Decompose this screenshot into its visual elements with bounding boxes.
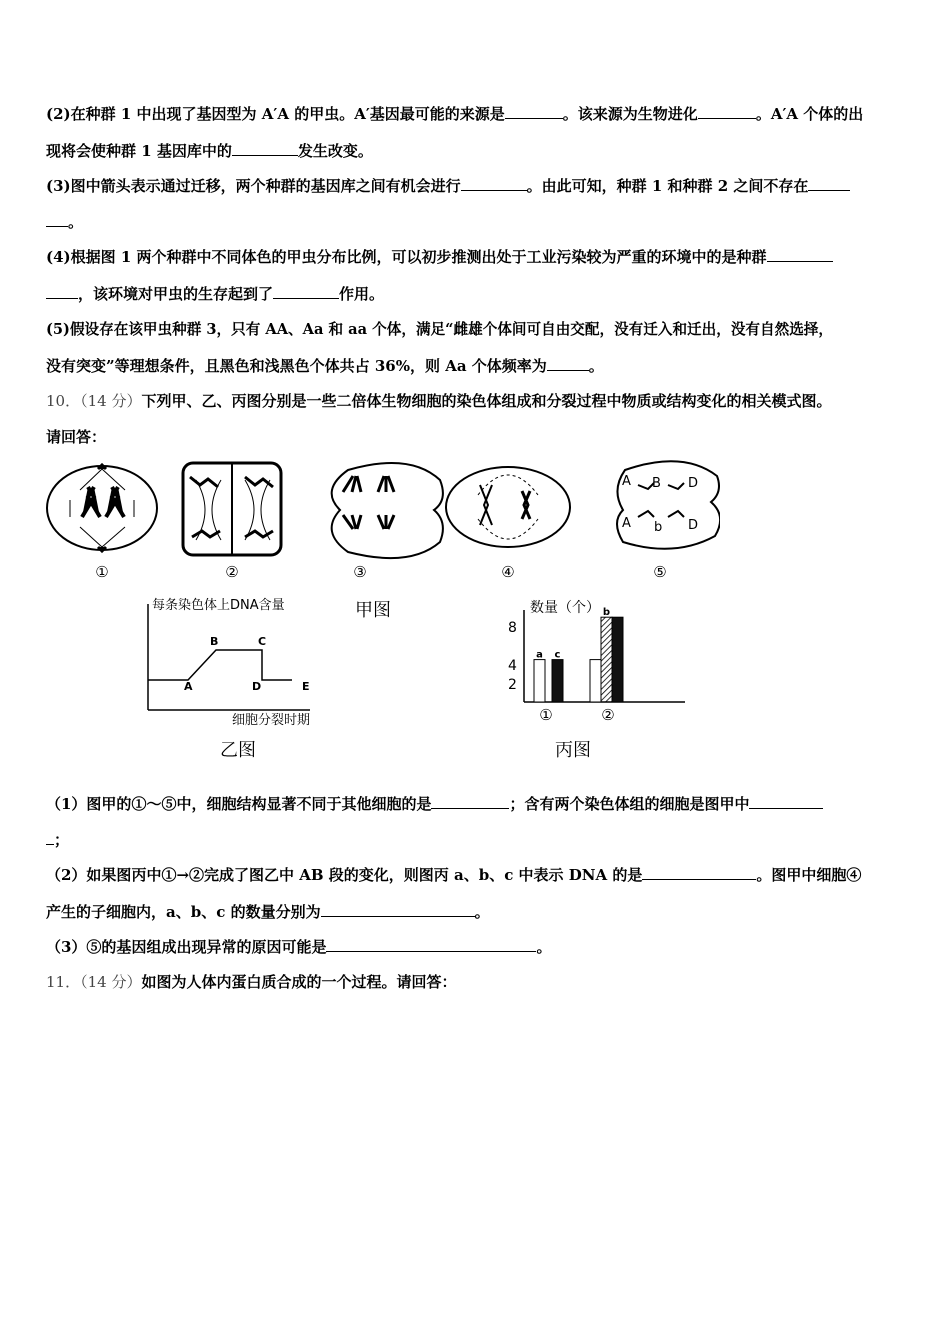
bar-c-group2 [612, 617, 623, 702]
cell-number-label: ② [225, 563, 239, 581]
figure-jia-caption [355, 596, 435, 626]
answer-blank[interactable] [46, 832, 54, 845]
q9-part4-line1: (4)根据图 1 两个种群中不同体色的甲虫分布比例，可以初步推测出处于工业污染较为严重的环境中的是种群 [46, 246, 833, 267]
question-number: 10． [46, 392, 81, 410]
q10-sub2-line1: （2）如果图丙中①→②完成了图乙中 AB 段的变化，则图丙 a、b、c 中表示 DNA 的是 。图甲中细胞④ [46, 866, 862, 884]
tick-label: 4 [508, 658, 517, 674]
q9-part2-line2: 现将会使种群 1 基因库中的 发生改变。 [46, 142, 373, 160]
bar-c-group1 [552, 660, 563, 702]
q10-prompt: 请回答： [46, 428, 107, 446]
cell-2-diagram [183, 463, 281, 555]
point-label-E: E [302, 680, 310, 693]
question-score: （14 分） [80, 973, 142, 991]
chart-bing [500, 592, 700, 767]
q9-part4-line2: ，该环境对甲虫的生存起到了 作用。 [46, 283, 384, 304]
cell-number-label: ⑤ [653, 563, 667, 581]
answer-blank[interactable] [46, 214, 68, 227]
q10-stem: 10．（14 分）下列甲、乙、丙图分别是一些二倍体生物细胞的染色体组成和分裂过程中物质或结构变化的相关模式图。 [46, 392, 832, 410]
bar-b-group2 [601, 617, 612, 702]
y-axis-label: 每条染色体上DNA含量 [152, 598, 285, 613]
answer-blank[interactable] [698, 106, 756, 119]
cell-number-label: ① [95, 563, 109, 581]
chart-yi [140, 592, 340, 767]
answer-blank[interactable] [321, 904, 475, 917]
figure-label-bing: 丙图 [555, 740, 591, 761]
answer-blank[interactable] [232, 143, 298, 156]
x-axis-label: 细胞分裂时期 [232, 713, 311, 728]
bar-label-c: c [554, 649, 561, 661]
q10-sub1-line2: ； [46, 829, 69, 850]
answer-blank[interactable] [808, 178, 850, 191]
tick-label: 8 [508, 620, 517, 636]
point-label-B: B [210, 635, 219, 648]
gene-label: B [652, 476, 661, 491]
answer-blank[interactable] [547, 358, 589, 371]
tick-label: 2 [508, 677, 517, 693]
q11-stem: 11．（14 分）如图为人体内蛋白质合成的一个过程。请回答： [46, 973, 457, 991]
q10-sub1-line1: （1）图甲的①～⑤中，细胞结构显著不同于其他细胞的是 ；含有两个染色体组的细胞是图甲中 [46, 793, 823, 814]
bar-a-group1 [534, 660, 545, 702]
figure-jia-cells [40, 455, 720, 585]
q10-sub3: （3）⑤的基因组成出现异常的原因可能是 。 [46, 938, 552, 956]
figure-label-jia: 甲图 [355, 600, 391, 621]
answer-blank[interactable] [431, 796, 509, 809]
q9-part2-line1: (2)在种群 1 中出现了基因型为 A′A 的甲虫。A′基因最可能的来源是 。该来源为生物进化 。A′A 个体的出 [46, 105, 864, 123]
category-label: ① [539, 706, 553, 724]
cell-1-diagram [47, 465, 157, 551]
q10-sub2-line2: 产生的子细胞内，a、b、c 的数量分别为 。 [46, 903, 490, 921]
cell-3-diagram [332, 463, 443, 558]
q9-part3-line1: (3)图中箭头表示通过迁移，两个种群的基因库之间有机会进行 。由此可知，种群 1 和种群 2 之间不存在 [46, 175, 850, 196]
q9-part5-line2: 没有突变”等理想条件，且黑色和浅黑色个体共占 36%，则 Aa 个体频率为 。 [46, 357, 604, 375]
answer-blank[interactable] [505, 106, 563, 119]
y-axis-label: 数量（个） [530, 600, 600, 616]
answer-blank[interactable] [749, 796, 823, 809]
category-label: ② [601, 706, 615, 724]
gene-label: D [688, 476, 699, 491]
bar-a-group2 [590, 660, 601, 702]
data-line [148, 650, 292, 680]
gene-label: A [622, 474, 631, 489]
answer-blank[interactable] [767, 249, 833, 262]
point-label-D: D [252, 680, 262, 693]
gene-label: D [688, 518, 699, 533]
q9-part5-line1: (5)假设存在该甲虫种群 3，只有 AA、Aa 和 aa 个体，满足“雌雄个体间可自由交配，没有迁入和迁出，没有自然选择， [46, 321, 833, 338]
gene-label: A [622, 516, 631, 531]
answer-blank[interactable] [642, 867, 756, 880]
cell-4-diagram [446, 467, 570, 547]
answer-blank[interactable] [46, 286, 78, 299]
gene-label: b [654, 520, 663, 535]
question-number: 11． [46, 973, 81, 991]
answer-blank[interactable] [326, 939, 536, 952]
cell-5-diagram [617, 461, 720, 548]
cell-number-label: ④ [501, 563, 515, 581]
q9-part3-line2: 。 [46, 211, 83, 232]
answer-blank[interactable] [461, 178, 527, 191]
cell-number-label: ③ [353, 563, 367, 581]
point-label-A: A [184, 680, 193, 693]
bar-label-b: b [602, 607, 611, 619]
bar-label-a: a [536, 649, 543, 661]
figure-label-yi: 乙图 [220, 740, 256, 761]
point-label-C: C [258, 635, 267, 648]
answer-blank[interactable] [273, 286, 339, 299]
question-score: （14 分） [80, 392, 142, 410]
